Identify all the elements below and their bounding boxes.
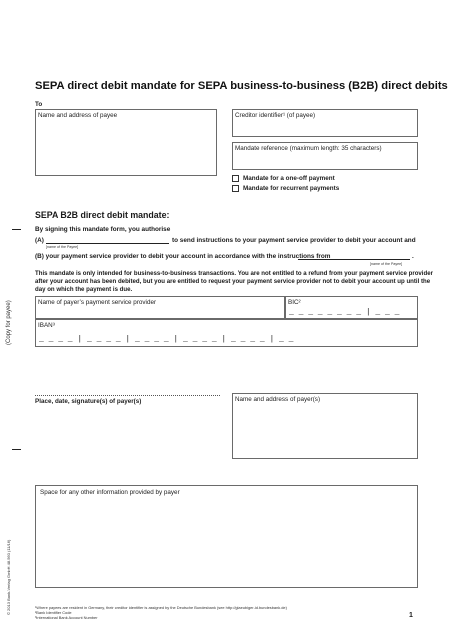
other-info-box[interactable] bbox=[35, 485, 418, 588]
clause-a-sub: [name of the Payee] bbox=[46, 245, 79, 249]
creditor-identifier-label: Creditor identifier¹ (of payee) bbox=[235, 112, 316, 119]
bic-field[interactable] bbox=[285, 296, 418, 319]
recurrent-checkbox[interactable] bbox=[232, 185, 239, 192]
notice-line-1: This mandate is only intended for business-to-business transactions. You are not entitled to a refund from your payment service provider bbox=[35, 270, 433, 277]
mandate-reference-field[interactable] bbox=[232, 142, 418, 170]
clause-a-payee-line[interactable] bbox=[46, 243, 169, 244]
footnote-1: ¹Where payees are resident in Germany, their creditor identifier is assigned by the Deutsche Bundesbank (see http://glaeubiger-id.bundesbank.de) bbox=[35, 605, 287, 610]
iban-slots: _ _ _ _ | _ _ _ _ | _ _ _ _ | _ _ _ _ | _ _ _ _ | _ _ bbox=[39, 335, 294, 344]
payer-psp-label: Name of payer’s payment service provider bbox=[38, 299, 157, 306]
payee-box-label: Name and address of payee bbox=[38, 112, 118, 119]
one-off-checkbox[interactable] bbox=[232, 175, 239, 182]
clause-b-payee-line[interactable] bbox=[298, 259, 410, 260]
footnote-3: ³International Bank Account Number bbox=[35, 615, 98, 620]
payer-name-label: Name and address of payer(s) bbox=[235, 396, 321, 403]
creditor-identifier-field[interactable] bbox=[232, 109, 418, 137]
side-publisher: © 2013 Bank-Verlag GmbH 48.560 (11/16) bbox=[6, 539, 11, 615]
recurrent-label: Mandate for recurrent payments bbox=[243, 185, 340, 192]
other-info-label: Space for any other information provided by payer bbox=[40, 489, 180, 496]
clause-b-end: . bbox=[412, 253, 414, 260]
iban-label: IBAN³ bbox=[38, 322, 55, 329]
payee-address-box[interactable] bbox=[35, 109, 217, 176]
one-off-label: Mandate for a one-off payment bbox=[243, 175, 335, 182]
iban-field[interactable] bbox=[35, 319, 418, 347]
clause-a-text: to send instructions to your payment service provider to debit your account and bbox=[172, 237, 416, 244]
signature-line[interactable] bbox=[35, 395, 220, 396]
fold-mark-bottom bbox=[12, 449, 21, 450]
footnote-2: ²Bank Identifier Code bbox=[35, 610, 72, 615]
clause-b-sub: [name of the Payee] bbox=[370, 262, 403, 266]
payer-psp-field[interactable] bbox=[35, 296, 285, 319]
side-copy-label: (Copy for payee) bbox=[6, 300, 12, 345]
bic-label: BIC² bbox=[288, 299, 301, 306]
fold-mark-top bbox=[12, 229, 21, 230]
place-date-label: Place, date, signature(s) of payer(s) bbox=[35, 398, 142, 405]
bic-slots: _ _ _ _ _ _ _ _ | _ _ _ bbox=[289, 308, 400, 317]
authorise-text: By signing this mandate form, you authorise bbox=[35, 226, 171, 233]
page-number: 1 bbox=[409, 612, 413, 619]
mandate-reference-label: Mandate reference (maximum length: 35 characters) bbox=[235, 145, 382, 152]
page-title: SEPA direct debit mandate for SEPA business-to-business (B2B) direct debits bbox=[35, 80, 448, 92]
clause-a-prefix: (A) bbox=[35, 237, 44, 244]
to-label: To bbox=[35, 101, 43, 108]
notice-line-2: after your account has been debited, but you are entitled to request your payment service provider not to debit your account up until the bbox=[35, 278, 431, 285]
payer-address-box[interactable] bbox=[232, 393, 418, 459]
clause-b-text: (B) your payment service provider to debit your account in accordance with the instructions from bbox=[35, 253, 331, 260]
section-title: SEPA B2B direct debit mandate: bbox=[35, 210, 170, 220]
notice-line-3: day on which the payment is due. bbox=[35, 286, 133, 293]
